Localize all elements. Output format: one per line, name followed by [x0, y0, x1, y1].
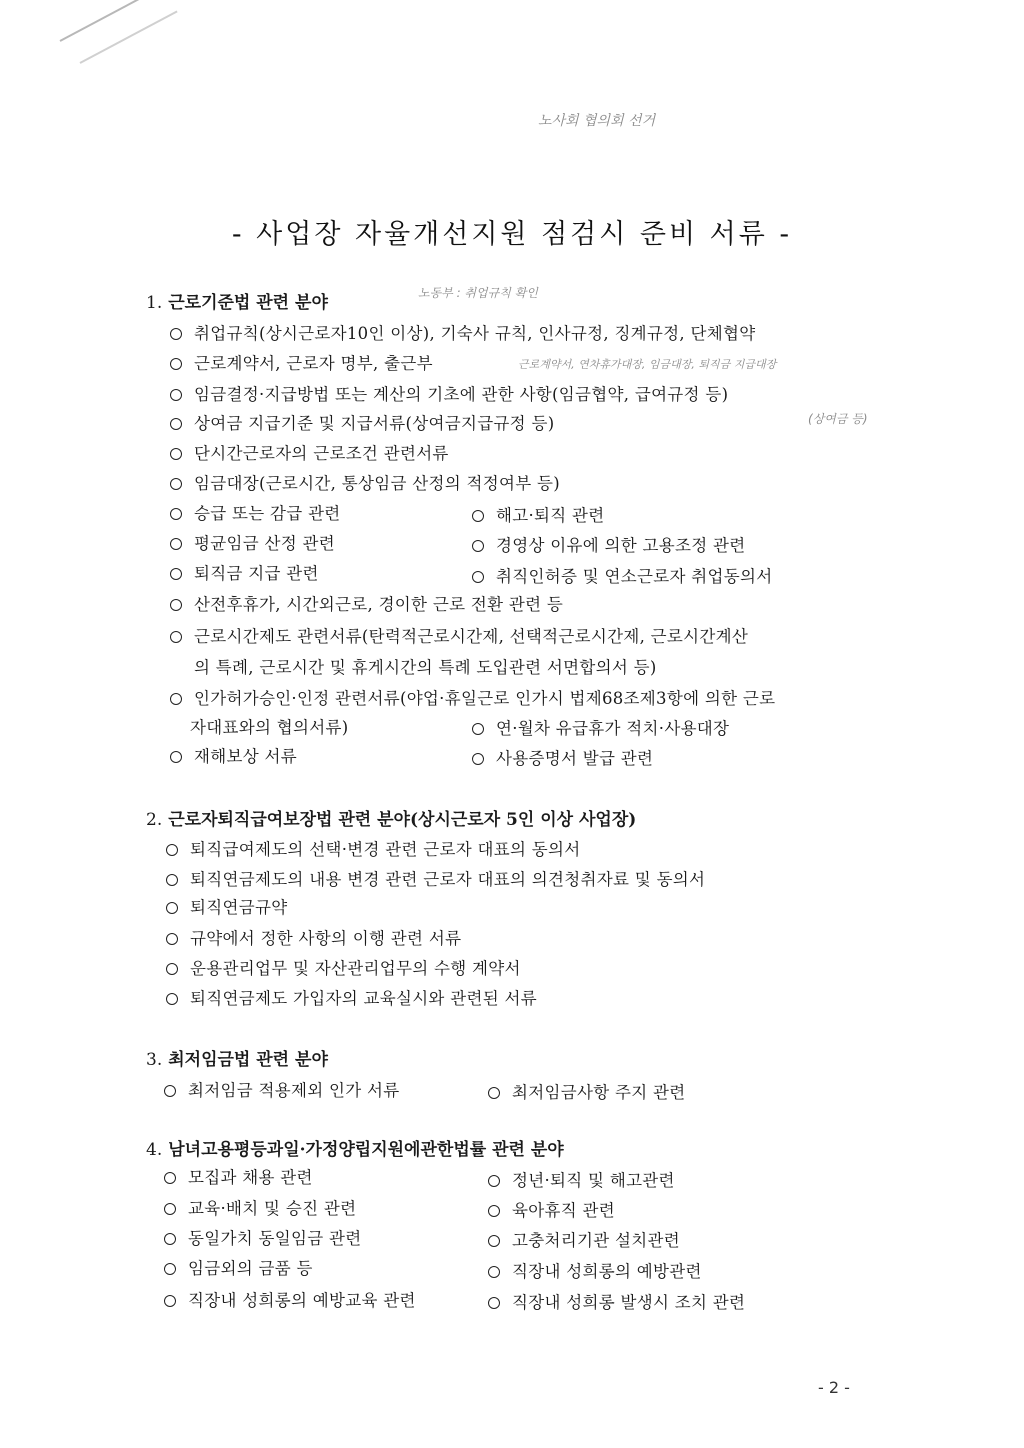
list-item: 연·월차 유급휴가 적치·사용대장	[472, 715, 729, 739]
list-item: 최저임금사항 주지 관련	[488, 1079, 685, 1103]
scan-artifact	[80, 10, 178, 63]
circle-bullet-icon	[170, 389, 182, 401]
circle-bullet-icon	[472, 510, 484, 522]
page-number: - 2 -	[818, 1378, 850, 1397]
circle-bullet-icon	[170, 508, 182, 520]
list-item: 직장내 성희롱의 예방관련	[488, 1258, 702, 1282]
circle-bullet-icon	[164, 1085, 176, 1097]
list-item: 최저임금 적용제외 인가 서류	[164, 1077, 400, 1101]
circle-bullet-icon	[166, 874, 178, 886]
section-heading: 3. 최저임금법 관련 분야	[146, 1050, 328, 1070]
circle-bullet-icon	[488, 1266, 500, 1278]
handwritten-note: (상여금 등)	[808, 412, 868, 426]
circle-bullet-icon	[164, 1233, 176, 1245]
circle-bullet-icon	[166, 933, 178, 945]
circle-bullet-icon	[472, 723, 484, 735]
circle-bullet-icon	[170, 631, 182, 643]
section-heading: 2. 근로자퇴직급여보장법 관련 분야(상시근로자 5인 이상 사업장)	[146, 810, 637, 830]
list-item: 사용증명서 발급 관련	[472, 745, 653, 769]
list-item-continuation: 의 특례, 근로시간 및 휴게시간의 특례 도입관련 서면합의서 등)	[194, 658, 657, 677]
list-item: 육아휴직 관련	[488, 1197, 615, 1221]
circle-bullet-icon	[170, 751, 182, 763]
circle-bullet-icon	[170, 568, 182, 580]
list-item: 해고·퇴직 관련	[472, 502, 605, 526]
list-item: 임금결정·지급방법 또는 계산의 기초에 관한 사항(임금협약, 급여규정 등)	[170, 381, 728, 405]
handwritten-note: 노동부 : 취업규칙 확인	[418, 286, 538, 300]
list-item-continuation: 자대표와의 협의서류)	[190, 718, 349, 737]
list-item: 퇴직연금규약	[166, 894, 287, 918]
circle-bullet-icon	[488, 1205, 500, 1217]
list-item: 모집과 채용 관련	[164, 1164, 313, 1188]
handwritten-note: 노사회 협의회 선거	[538, 113, 656, 129]
page-title: - 사업장 자율개선지원 점검시 준비 서류 -	[231, 219, 793, 250]
circle-bullet-icon	[166, 902, 178, 914]
section-heading: 4. 남녀고용평등과일·가정양립지원에관한법률 관련 분야	[146, 1140, 564, 1160]
list-item: 승급 또는 감급 관련	[170, 500, 341, 524]
circle-bullet-icon	[170, 478, 182, 490]
circle-bullet-icon	[164, 1203, 176, 1215]
list-item: 재해보상 서류	[170, 743, 297, 767]
list-item: 취업규칙(상시근로자10인 이상), 기숙사 규칙, 인사규정, 징계규정, 단체협약	[170, 320, 755, 344]
list-item: 상여금 지급기준 및 지급서류(상여금지급규정 등)	[170, 410, 554, 434]
circle-bullet-icon	[164, 1295, 176, 1307]
list-item: 퇴직급여제도의 선택·변경 관련 근로자 대표의 동의서	[166, 836, 581, 860]
circle-bullet-icon	[488, 1297, 500, 1309]
list-item: 평균임금 산정 관련	[170, 530, 335, 554]
scan-artifact	[60, 0, 185, 42]
circle-bullet-icon	[170, 418, 182, 430]
list-item: 고충처리기관 설치관련	[488, 1227, 680, 1251]
circle-bullet-icon	[164, 1172, 176, 1184]
circle-bullet-icon	[166, 993, 178, 1005]
circle-bullet-icon	[164, 1263, 176, 1275]
circle-bullet-icon	[170, 448, 182, 460]
circle-bullet-icon	[170, 358, 182, 370]
list-item: 경영상 이유에 의한 고용조정 관련	[472, 532, 746, 556]
list-item: 근로시간제도 관련서류(탄력적근로시간제, 선택적근로시간제, 근로시간계산	[170, 623, 748, 647]
list-item: 퇴직연금제도 가입자의 교육실시와 관련된 서류	[166, 985, 537, 1009]
list-item: 동일가치 동일임금 관련	[164, 1225, 361, 1249]
circle-bullet-icon	[170, 599, 182, 611]
circle-bullet-icon	[488, 1087, 500, 1099]
section-heading: 1. 근로기준법 관련 분야	[146, 293, 328, 313]
list-item: 직장내 성희롱 발생시 조치 관련	[488, 1289, 745, 1313]
list-item: 직장내 성희롱의 예방교육 관련	[164, 1287, 416, 1311]
list-item: 단시간근로자의 근로조건 관련서류	[170, 440, 449, 464]
circle-bullet-icon	[170, 328, 182, 340]
circle-bullet-icon	[166, 844, 178, 856]
list-item: 근로계약서, 근로자 명부, 출근부	[170, 350, 433, 374]
list-item: 임금외의 금품 등	[164, 1255, 313, 1279]
circle-bullet-icon	[166, 963, 178, 975]
circle-bullet-icon	[488, 1175, 500, 1187]
list-item: 규약에서 정한 사항의 이행 관련 서류	[166, 925, 461, 949]
circle-bullet-icon	[170, 693, 182, 705]
list-item: 퇴직연금제도의 내용 변경 관련 근로자 대표의 의견청취자료 및 동의서	[166, 866, 705, 890]
list-item: 정년·퇴직 및 해고관련	[488, 1167, 675, 1191]
list-item: 퇴직금 지급 관련	[170, 560, 319, 584]
list-item: 운용관리업무 및 자산관리업무의 수행 계약서	[166, 955, 521, 979]
list-item: 취직인허증 및 연소근로자 취업동의서	[472, 563, 772, 587]
list-item: 임금대장(근로시간, 통상임금 산정의 적정여부 등)	[170, 470, 560, 494]
list-item: 인가허가승인·인정 관련서류(야업·휴일근로 인가시 법제68조제3항에 의한 근로	[170, 685, 775, 709]
circle-bullet-icon	[488, 1235, 500, 1247]
handwritten-note: 근로계약서, 연차휴가대장, 임금대장, 퇴직금 지급대장	[518, 358, 777, 371]
circle-bullet-icon	[472, 540, 484, 552]
list-item: 교육·배치 및 승진 관련	[164, 1195, 356, 1219]
circle-bullet-icon	[472, 571, 484, 583]
list-item: 산전후휴가, 시간외근로, 경이한 근로 전환 관련 등	[170, 591, 563, 615]
circle-bullet-icon	[170, 538, 182, 550]
circle-bullet-icon	[472, 753, 484, 765]
